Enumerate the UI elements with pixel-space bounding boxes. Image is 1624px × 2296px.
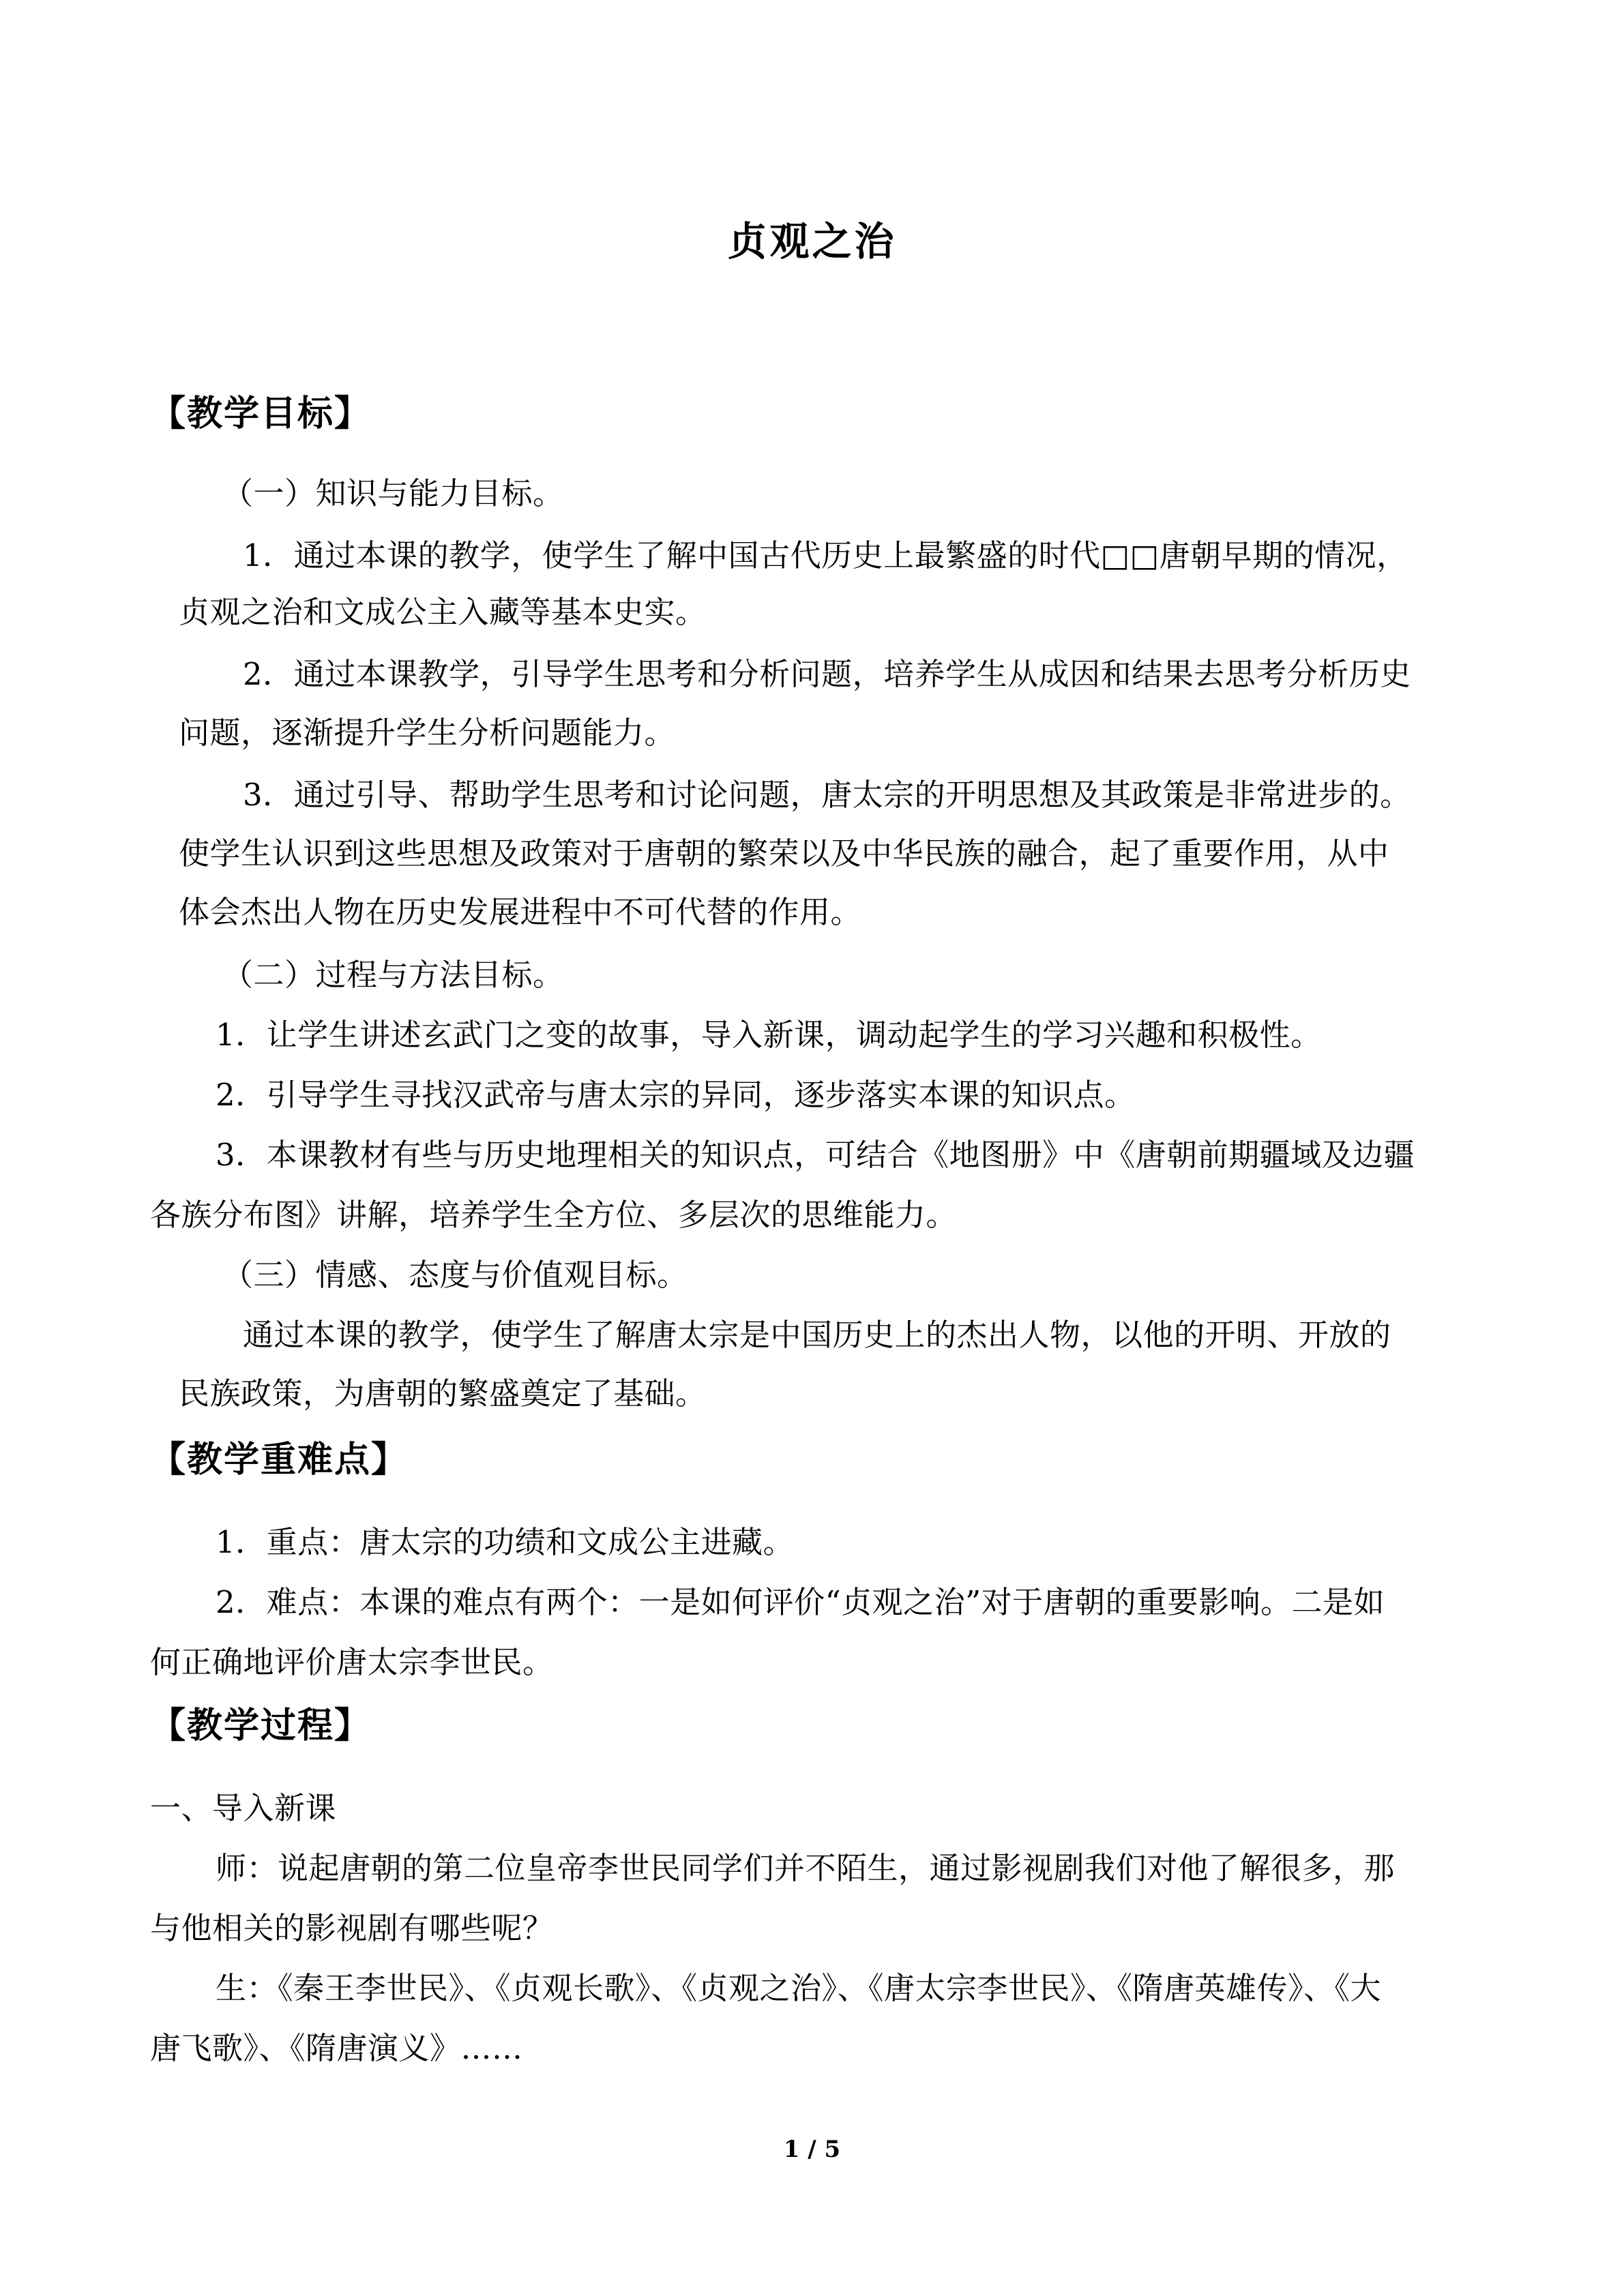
page-title: 贞观之治 [727, 218, 897, 265]
step-heading: 一、导入新课 [150, 1790, 337, 1826]
paragraph-line: 通过本课的教学，使学生了解唐太宗是中国历史上的杰出人物，以他的开明、开放的 [243, 1317, 1391, 1353]
section-heading-key-points: 【教学重难点】 [150, 1439, 409, 1480]
subheading-knowledge: （一）知识与能力目标。 [222, 475, 564, 511]
subheading-attitude: （三）情感、态度与价值观目标。 [222, 1257, 688, 1293]
paragraph-line: 师：说起唐朝的第二位皇帝李世民同学们并不陌生，通过影视剧我们对他了解很多，那 [216, 1850, 1396, 1886]
paragraph-line: 3．通过引导、帮助学生思考和讨论问题，唐太宗的开明思想及其政策是非常进步的。 [243, 777, 1411, 813]
paragraph-line: 3．本课教材有些与历史地理相关的知识点，可结合《地图册》中《唐朝前期疆域及边疆 [216, 1137, 1415, 1173]
page-number: 1 / 5 [783, 2136, 841, 2163]
paragraph-line: 使学生认识到这些思想及政策对于唐朝的繁荣以及中华民族的融合，起了重要作用，从中 [179, 835, 1389, 871]
section-heading-process: 【教学过程】 [150, 1705, 372, 1746]
subheading-method: （二）过程与方法目标。 [222, 957, 564, 993]
paragraph-line: 1．重点：唐太宗的功绩和文成公主进藏。 [216, 1524, 795, 1560]
paragraph-line: 1．通过本课的教学，使学生了解中国古代历史上最繁盛的时代□□唐朝早期的情况， [243, 537, 1408, 573]
section-heading-objectives: 【教学目标】 [150, 393, 372, 434]
paragraph-line: 生：《秦王李世民》、《贞观长歌》、《贞观之治》、《唐太宗李世民》、《隋唐英雄传》、《大 [216, 1970, 1382, 2006]
paragraph-line: 问题，逐渐提升学生分析问题能力。 [179, 715, 676, 751]
paragraph-line: 体会杰出人物在历史发展进程中不可代替的作用。 [179, 894, 862, 930]
paragraph-line: 何正确地评价唐太宗李世民。 [150, 1644, 554, 1680]
paragraph-line: 唐飞歌》、《隋唐演义》…… [150, 2030, 523, 2066]
paragraph-line: 贞观之治和文成公主入藏等基本史实。 [179, 594, 707, 630]
paragraph-line: 2．引导学生寻找汉武帝与唐太宗的异同，逐步落实本课的知识点。 [216, 1077, 1136, 1113]
paragraph-line: 民族政策，为唐朝的繁盛奠定了基础。 [179, 1375, 707, 1412]
paragraph-line: 各族分布图》讲解，培养学生全方位、多层次的思维能力。 [150, 1197, 958, 1233]
paragraph-line: 2．通过本课教学，引导学生思考和分析问题，培养学生从成因和结果去思考分析历史 [243, 656, 1411, 692]
paragraph-line: 与他相关的影视剧有哪些呢？ [150, 1910, 554, 1946]
paragraph-line: 2．难点：本课的难点有两个：一是如何评价“贞观之治”对于唐朝的重要影响。二是如 [216, 1584, 1385, 1620]
paragraph-line: 1．让学生讲述玄武门之变的故事，导入新课，调动起学生的学习兴趣和积极性。 [216, 1017, 1322, 1053]
